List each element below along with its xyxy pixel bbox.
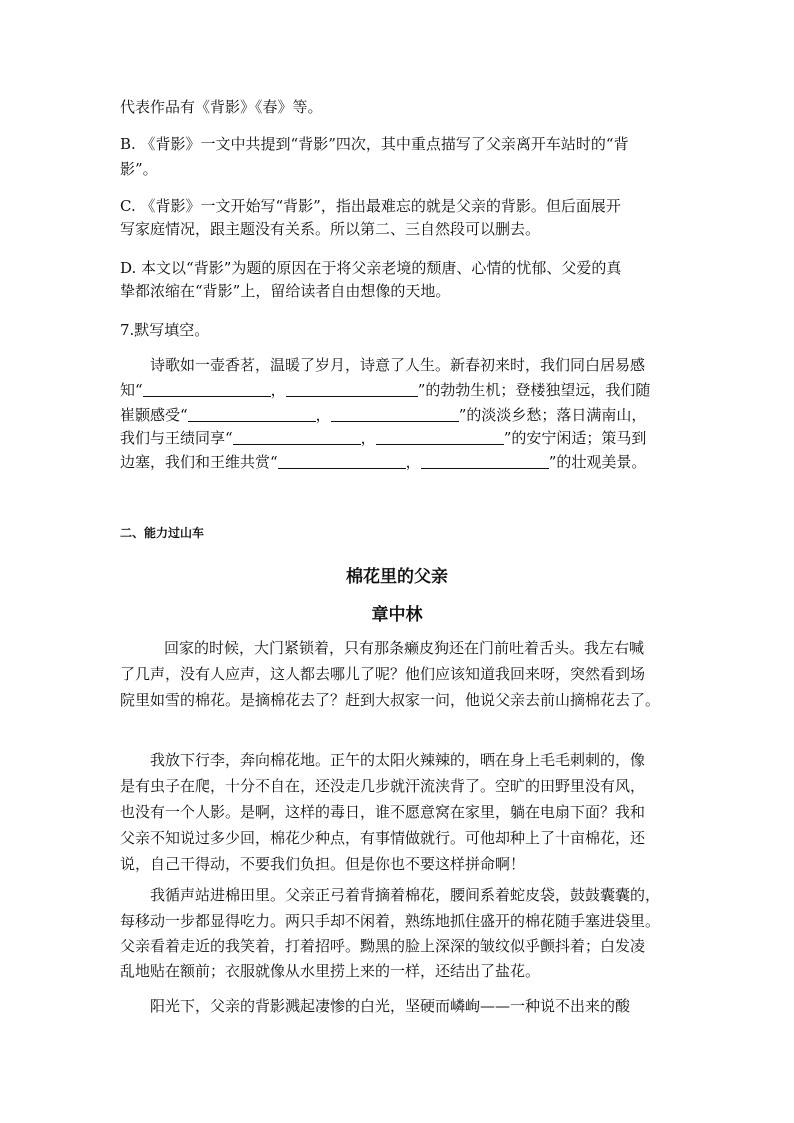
q7-paragraph-line1: 诗歌如一壶香茗，温暖了岁月，诗意了人生。新春初来时，我们同白居易感 <box>150 356 646 374</box>
q7-paragraph-line3 <box>120 405 680 426</box>
para2-line4: 父亲不知说过多少回，棉花少种点，有事情做就行。可他却种上了十亩棉花，还 <box>120 829 646 847</box>
para1-line2: 了几声，没有人应声，这人都去哪儿了呢？他们应该知道我回来呀，突然看到场 <box>120 665 646 683</box>
para1-line1: 回家的时候，大门紧锁着，只有那条癞皮狗还在门前吐着舌头。我左右喊 <box>164 639 645 657</box>
q7-text: ”的淡淡乡愁；落日满南山， <box>458 406 647 424</box>
para3-line4: 乱地贴在额前；衣服就像从水里捞上来的一样，还结出了盐花。 <box>120 962 541 980</box>
q7-text: ， <box>360 429 376 447</box>
article-author: 章中林 <box>371 605 423 625</box>
fill-blank[interactable] <box>421 452 549 469</box>
option-d-line1: D. 本文以“背影”为题的原因在于将父亲老境的颓唐、心情的忧郁、父爱的真 <box>120 259 622 277</box>
article-title: 棉花里的父亲 <box>346 567 448 587</box>
q7-paragraph-line5 <box>120 452 680 473</box>
option-d-line2: 挚都浓缩在“背影”上，留给读者自由想像的天地。 <box>120 282 451 300</box>
q7-text: ， <box>270 381 286 399</box>
q7-text: 知“ <box>120 381 143 399</box>
para3-line3: 父亲看着走近的我笑着，打着招呼。黝黑的脸上深深的皱纹似乎颤抖着；白发凌 <box>120 937 646 955</box>
para2-line1: 我放下行李，奔向棉花地。正午的太阳火辣辣的，晒在身上毛毛刺刺的，像 <box>150 751 646 769</box>
q7-text: ”的勃勃生机；登楼独望远，我们随 <box>417 381 651 399</box>
fill-blank[interactable] <box>278 452 406 469</box>
q7-text: ”的壮观美景。 <box>548 453 647 471</box>
option-b-line1: B. 《背影》一文中共提到“背影”四次，其中重点描写了父亲离开车站时的“背 <box>120 135 629 153</box>
section-heading: 二、能力过山车 <box>120 526 205 540</box>
fill-blank[interactable] <box>286 380 418 397</box>
para4-line1: 阳光下，父亲的背影溅起凄惨的白光，坚硬而嶙峋——一种说不出来的酸 <box>150 997 631 1015</box>
q7-text: 边塞，我们和王维共赏“ <box>120 453 278 471</box>
para3-line1: 我循声站进棉田里。父亲正弓着背摘着棉花，腰间系着蛇皮袋，鼓鼓囊囊的， <box>150 886 661 904</box>
q7-paragraph-line2 <box>120 380 680 401</box>
option-c-line1: C. 《背影》一文开始写“背影”，指出最难忘的就是父亲的背影。但后面展开 <box>120 197 621 215</box>
q7-text: ， <box>315 406 331 424</box>
para2-line2: 是有虫子在爬，十分不自在，还没走几步就汗流浃背了。空旷的田野里没有风， <box>120 777 646 795</box>
intro-tail: 代表作品有《背影》《春》等。 <box>120 98 323 116</box>
question-7-heading: 7.默写填空。 <box>120 321 210 339</box>
para1-line3: 院里如雪的棉花。是摘棉花去了？赶到大叔家一问，他说父亲去前山摘棉花去了。 <box>120 691 661 709</box>
fill-blank[interactable] <box>376 428 504 445</box>
para2-line3: 也没有一个人影。是啊，这样的毒日，谁不愿意窝在家里，躺在电扇下面？我和 <box>120 803 646 821</box>
q7-text: ”的安宁闲适；策马到 <box>503 429 647 447</box>
fill-blank[interactable] <box>233 428 361 445</box>
option-c-line2: 写家庭情况，跟主题没有关系。所以第二、三自然段可以删去。 <box>120 220 541 238</box>
para2-line5: 说，自己干得动，不要我们负担。但是你也不要这样拼命啊！ <box>120 855 526 873</box>
fill-blank[interactable] <box>143 380 271 397</box>
q7-text: 我们与王绩同享“ <box>120 429 233 447</box>
q7-paragraph-line4 <box>120 428 680 449</box>
fill-blank[interactable] <box>188 405 316 422</box>
option-b-line2: 影”。 <box>120 160 158 178</box>
para3-line2: 每移动一步都显得吃力。两只手却不闲着，熟练地抓住盛开的棉花随手塞进袋里。 <box>120 912 661 930</box>
fill-blank[interactable] <box>331 405 459 422</box>
q7-text: 崔颢感受“ <box>120 406 188 424</box>
q7-text: ， <box>405 453 421 471</box>
